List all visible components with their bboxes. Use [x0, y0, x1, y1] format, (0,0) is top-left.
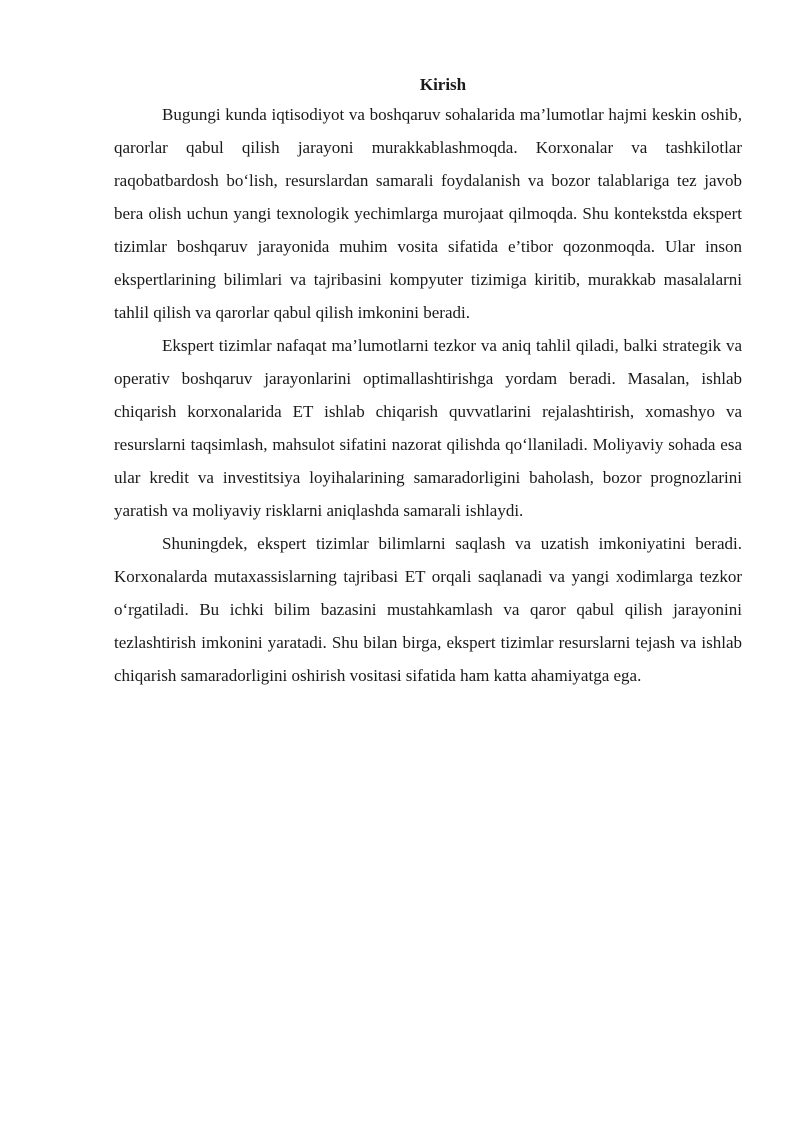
paragraph-2: Ekspert tizimlar nafaqat ma’lumotlarni tezkor va aniq tahlil qiladi, balki strategik va operativ boshqaruv jarayonlarini optimallashtirishga yordam beradi. Masalan, ishlab chiqarish korxonalarida ET ishlab chiqarish quvvatlarini rejalashtirish, xomashyo va resurslarni taqsimlash, mahsulot sifatini nazorat qilishda qo‘llaniladi. Moliyaviy sohada esa ular kredit va investitsiya loyihalarining samaradorligini baholash, bozor prognozlarini yaratish va moliyaviy risklarni aniqlashda samarali ishlaydi. — [114, 336, 742, 520]
paragraph-1: Bugungi kunda iqtisodiyot va boshqaruv sohalarida ma’lumotlar hajmi keskin oshib, qarorlar qabul qilish jarayoni murakkablashmoqda. Korxonalar va tashkilotlar raqobatbardosh bo‘lish, resurslardan samarali foydalanish va bozor talablariga tez javob bera olish uchun yangi texnologik yechimlarga murojaat qilmoqda. Shu kontekstda ekspert tizimlar boshqaruv jarayonida muhim vosita sifatida e’tibor qozonmoqda. Ular inson ekspertlarining bilimlari va tajribasini kompyuter tizimiga kiritib, murakkab masalalarni tahlil qilish va qarorlar qabul qilish imkonini beradi. — [114, 105, 742, 322]
document-body — [114, 72, 742, 692]
paragraph-3: Shuningdek, ekspert tizimlar bilimlarni saqlash va uzatish imkoniyatini beradi. Korxonalarda mutaxassislarning tajribasi ET orqali saqlanadi va yangi xodimlarga tezkor o‘rgatiladi. Bu ichki bilim bazasini mustahkamlash va qaror qabul qilish jarayonini tezlashtirish imkonini yaratadi. Shu bilan birga, ekspert tizimlar resurslarni tejash va ishlab chiqarish samaradorligini oshirish vositasi sifatida ham katta ahamiyatga ega. — [114, 534, 742, 685]
page-title: Kirish — [419, 75, 467, 94]
